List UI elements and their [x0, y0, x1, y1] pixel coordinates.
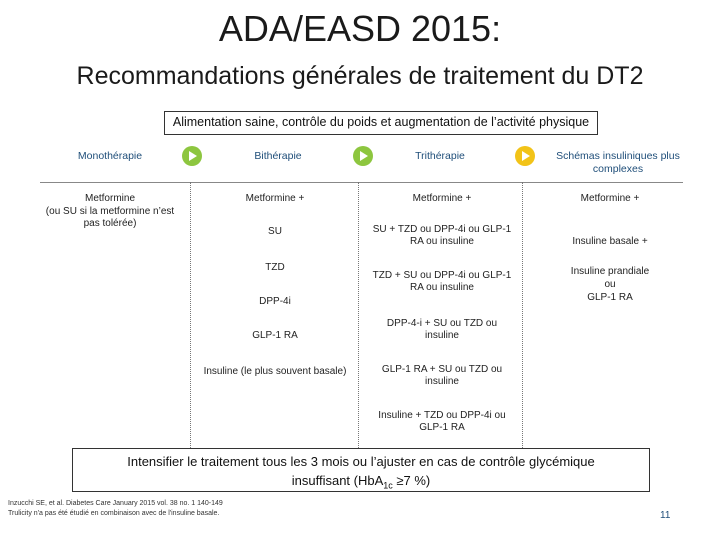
- intensify-subscript: 1c: [383, 480, 393, 491]
- intensify-line1: Intensifier le traitement tous les 3 mois ou l’ajuster en cas de contrôle glycémique: [127, 454, 595, 469]
- play-circle-icon: [515, 146, 535, 166]
- intensify-text-end: ≥7 %): [392, 473, 431, 488]
- ins-option: GLP-1 RA: [587, 292, 633, 303]
- bi-option: SU: [268, 226, 282, 237]
- slide-subtitle: Recommandations générales de traitement du DT2: [76, 62, 644, 90]
- column-separator: [522, 182, 523, 450]
- tri-option: DPP-4-i + SU ou TZD ou insuline: [386, 318, 498, 341]
- tri-option: GLP-1 RA + SU ou TZD ou insuline: [381, 364, 503, 387]
- col-head-monotherapy: Monothérapie: [77, 150, 143, 162]
- bi-option: TZD: [265, 262, 285, 273]
- header-divider: [40, 182, 683, 183]
- col-head-insulin: Schémas insuliniques plus complexes: [556, 150, 680, 175]
- col-head-bitherapy: Bithérapie: [254, 150, 302, 162]
- bi-option: Insuline (le plus souvent basale): [203, 366, 347, 377]
- ins-option: ou: [604, 279, 616, 290]
- tri-option: TZD + SU ou DPP-4i ou GLP-1 RA ou insuline: [372, 270, 512, 293]
- mono-note: (ou SU si la metformine n’est pas tolérée): [45, 206, 175, 229]
- intensify-text: insuffisant (HbA: [291, 473, 384, 488]
- reference-note: Trulicity n'a pas été étudié en combinaison avec de l'insuline basale.: [8, 510, 220, 517]
- ins-option: Insuline basale +: [572, 236, 648, 247]
- column-separator: [190, 182, 191, 450]
- mono-metformin: Metformine: [84, 193, 135, 204]
- ins-option: Metformine +: [580, 193, 640, 204]
- column-separator: [358, 182, 359, 450]
- tri-option: Metformine +: [412, 193, 472, 204]
- tri-option: SU + TZD ou DPP-4i ou GLP-1 RA ou insuline: [372, 224, 512, 247]
- slide-title: ADA/EASD 2015:: [218, 8, 502, 49]
- reference-citation: Inzucchi SE, et al. Diabetes Care January 2015 vol. 38 no. 1 140-149: [8, 500, 223, 507]
- page-number: 11: [660, 510, 671, 521]
- bi-option: DPP-4i: [259, 296, 291, 307]
- intensify-line2: [73, 471, 649, 496]
- tri-option: Insuline + TZD ou DPP-4i ou GLP-1 RA: [378, 410, 506, 433]
- bi-option: Metformine +: [245, 193, 305, 204]
- ins-option: Insuline prandiale: [570, 266, 650, 277]
- col-head-tritherapy: Trithérapie: [415, 150, 465, 162]
- lifestyle-banner: Alimentation saine, contrôle du poids et augmentation de l’activité physique: [164, 111, 598, 135]
- bi-option: GLP-1 RA: [252, 330, 298, 341]
- intensify-box: [72, 448, 650, 492]
- play-circle-icon: [182, 146, 202, 166]
